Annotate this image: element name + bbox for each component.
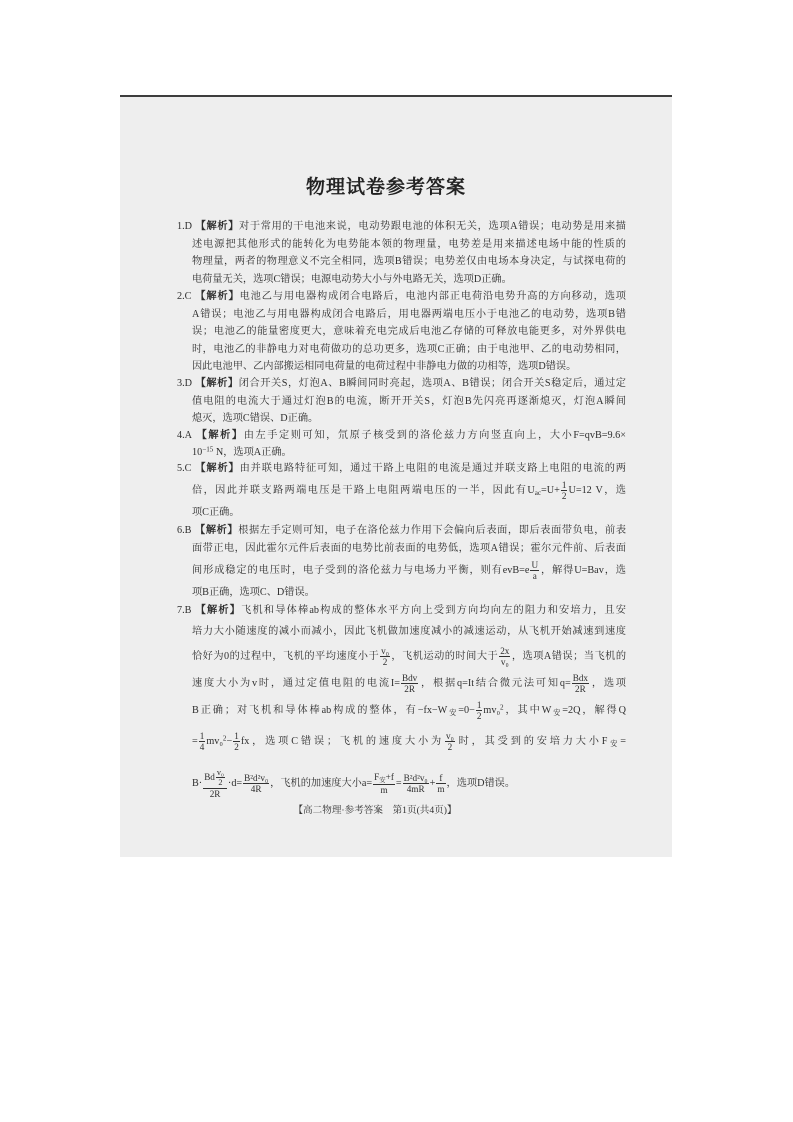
superscript: 2 xyxy=(500,703,504,712)
fraction-numerator: 2x xyxy=(500,645,510,656)
text-run: ，飞机的加速度大小a= xyxy=(270,778,373,789)
text-run: fx，选项C错误；飞机的速度大小为 xyxy=(240,736,444,747)
superscript: −15 xyxy=(202,445,214,454)
page-footer: 【高二物理·参考答案 第1页(共4页)】 xyxy=(293,805,457,816)
text-run: N，选项A正确。 xyxy=(213,447,292,458)
fraction-numerator: 1 xyxy=(476,699,482,710)
fraction-denominator: m xyxy=(437,784,445,795)
answer-number: 7.B xyxy=(177,605,192,616)
fraction xyxy=(243,773,269,795)
fraction-numerator: v₀ xyxy=(216,767,224,777)
analysis-tag: 【解析】 xyxy=(194,525,239,536)
fraction-denominator: 2R xyxy=(404,684,415,695)
text-run: ，根据q=It结合微元法可知q= xyxy=(419,678,571,689)
fraction xyxy=(233,731,240,753)
fraction-denominator: 2R xyxy=(575,684,586,695)
fraction-numerator: Bdv xyxy=(401,672,418,683)
text-run: 电荷量无关，选项C错误；电源电动势大小与外电路无关，选项D正确。 xyxy=(192,273,512,285)
text-run: U=12 V，选 xyxy=(568,485,626,496)
text-run: 值电阻的电流大于通过灯泡B的电流，断开开关S，灯泡B先闪亮再逐渐熄灭，灯泡A瞬间 xyxy=(192,395,626,407)
text-run: = xyxy=(620,736,627,747)
fraction xyxy=(216,768,225,788)
text-run: 面带正电，因此霍尔元件后表面的电势比前表面的电势低，选项A错误；霍尔元件前、后表面 xyxy=(192,543,626,554)
subscript: 安 xyxy=(379,776,386,784)
fraction xyxy=(436,773,445,795)
answer-number: 6.B xyxy=(177,525,192,536)
text-run: − xyxy=(226,736,233,747)
text-run: B· xyxy=(192,778,203,789)
text-run: =0− xyxy=(458,705,475,716)
analysis-tag: 【解析】 xyxy=(195,430,244,441)
fraction-denominator: 4 xyxy=(199,742,205,753)
text-run: ，解得U=Bav，选 xyxy=(540,565,626,576)
text-run: =2Q，解得Q xyxy=(562,705,626,716)
fraction xyxy=(199,731,206,753)
text-run: 倍，因此并联支路两端电压是干路上电阻两端电压的一半，因此有U xyxy=(192,485,535,496)
fraction-denominator: 2 xyxy=(447,742,453,753)
fraction-numerator: Bdx xyxy=(572,672,589,683)
text-run: B正确；对飞机和导体棒ab构成的整体，有−fx−W xyxy=(192,705,448,716)
subscript: 安 xyxy=(551,709,563,718)
text-run: A错误；电池乙与用电器构成闭合电路后，用电器两端电压小于电池乙的电动势，选项B错 xyxy=(192,308,626,320)
subscript: ac xyxy=(534,489,542,498)
text-run: 培力大小随速度的减小而减小，因此飞机做加速度减小的减速运动，从飞机开始减速到速度 xyxy=(192,626,626,637)
fraction-numerator: 1 xyxy=(561,479,567,490)
fraction-numerator: v₀ xyxy=(381,645,389,656)
analysis-tag: 【解析】 xyxy=(194,463,240,474)
superscript: 2 xyxy=(222,734,227,743)
fraction xyxy=(476,700,483,722)
text-run: Bd xyxy=(204,771,215,782)
text-run: F xyxy=(374,771,380,782)
text-run: 时，其受到的安培力大小F xyxy=(455,736,608,747)
text-run: 熄灭，选项C错误、D正确。 xyxy=(192,413,319,424)
text-run: 速度大小为v时，通过定值电阻的电流I= xyxy=(192,678,400,689)
text-run: ，飞机运动的时间大于 xyxy=(390,651,499,662)
answer-number: 4.A xyxy=(177,430,192,441)
text-run: =U+ xyxy=(541,485,560,496)
text-run: mv₀ xyxy=(483,705,500,716)
text-run: 时，电池乙的非静电力对电荷做功的总功更多，选项C正确；由于电池甲、乙的电动势相同， xyxy=(192,343,626,355)
fraction-numerator: U xyxy=(531,559,539,570)
analysis-tag: 【解析】 xyxy=(195,221,240,232)
fraction-denominator: m xyxy=(380,785,388,796)
text-run: + xyxy=(429,778,436,789)
fraction-denominator: 4mR xyxy=(406,784,425,795)
answer-number: 1.D xyxy=(177,221,192,232)
fraction xyxy=(203,768,227,800)
text-run: 恰好为0的过程中，飞机的平均速度小于 xyxy=(192,651,380,662)
text-run: 述电源把其他形式的能转化为电势能本领的物理量，电势差是用来描述电场中能的性质的 xyxy=(192,238,626,250)
fraction-numerator: B²d²v₀ xyxy=(403,772,428,783)
fraction xyxy=(373,772,395,796)
text-run: 闭合开关S，灯泡A、B瞬间同时亮起，选项A、B错误；闭合开关S稳定后，通过定 xyxy=(238,378,626,389)
text-run: 由左手定则可知，氘原子核受到的洛伦兹力方向竖直向上，大小F=qvB=9.6× xyxy=(243,430,626,441)
answer-number: 3.D xyxy=(177,378,192,389)
text-run: 由并联电路特征可知，通过干路上电阻的电流是通过并联支路上电阻的电流的两 xyxy=(239,463,626,474)
text-run: 对于常用的干电池来说，电动势跟电池的体积无关，选项A错误；电动势是用来描 xyxy=(239,221,626,232)
text-run: ，选项 xyxy=(590,678,626,689)
text-run: 根据左手定则可知，电子在洛伦兹力作用下会偏向后表面，即后表面带负电，前表 xyxy=(238,525,627,536)
text-run: 间形成稳定的电压时，电子受到的洛伦兹力与电场力平衡，则有evB=e xyxy=(192,565,530,576)
answer-number: 2.C xyxy=(177,291,192,302)
analysis-tag: 【解析】 xyxy=(195,378,239,389)
text-run: 物理量，两者的物理意义不完全相同，选项B错误；电势差仅由电场本身决定，与试探电荷的 xyxy=(192,256,626,267)
fraction xyxy=(403,773,429,795)
fraction-denominator: 2 xyxy=(476,711,482,722)
text-run: ，其中W xyxy=(503,705,552,716)
fraction-denominator: a xyxy=(532,571,537,582)
subscript: 安 xyxy=(447,709,459,718)
text-run: 电池乙与用电器构成闭合电路后，电池内部正电荷沿电势升高的方向移动，选项 xyxy=(239,291,626,302)
text-run: 10 xyxy=(192,447,203,458)
text-run: ，选项A错误；当飞机的 xyxy=(511,651,627,662)
text-run: 项C正确。 xyxy=(192,507,240,518)
text-run: mv₀ xyxy=(206,736,223,747)
fraction-denominator: 2 xyxy=(234,742,239,753)
page-title: 物理试卷参考答案 xyxy=(305,176,466,198)
text-run: 因此电池甲、乙内部搬运相同电荷量的电荷过程中非静电力做的功相等，选项D错误。 xyxy=(192,361,577,372)
answer-number: 5.C xyxy=(177,463,192,474)
fraction-denominator: 2 xyxy=(218,778,223,788)
fraction-numerator: 1 xyxy=(199,730,205,741)
text-run: = xyxy=(192,736,198,747)
fraction-numerator: f xyxy=(436,773,445,785)
fraction-numerator: v₀ xyxy=(446,730,454,741)
fraction-numerator xyxy=(373,772,395,785)
fraction-denominator: 2R xyxy=(209,788,221,799)
analysis-tag: 【解析】 xyxy=(194,291,240,302)
subscript: 安 xyxy=(607,740,621,749)
text-run: ，选项D错误。 xyxy=(446,778,516,789)
text-run: = xyxy=(395,778,402,789)
text-run: 误；电池乙的能量密度更大，意味着充电完成后电池乙存储的可释放电能更多，对外界供电 xyxy=(192,326,626,337)
text-run: 飞机和导体棒ab构成的整体水平方向上受到方向均向左的阻力和安培力，且安 xyxy=(241,605,626,616)
text-run: +f xyxy=(385,771,394,782)
fraction-denominator: 4R xyxy=(250,784,262,795)
fraction xyxy=(445,731,455,753)
text-run: 项B正确，选项C、D错误。 xyxy=(192,587,315,598)
fraction-denominator: v₀ xyxy=(500,657,509,668)
fraction-numerator: B²d²v₀ xyxy=(244,772,269,783)
text-run: ·d= xyxy=(227,778,243,789)
fraction-numerator: 1 xyxy=(234,730,239,741)
fraction-numerator xyxy=(203,768,227,789)
fraction-denominator: 2 xyxy=(382,657,388,668)
fraction-denominator: 2 xyxy=(561,491,567,502)
analysis-tag: 【解析】 xyxy=(194,605,242,616)
